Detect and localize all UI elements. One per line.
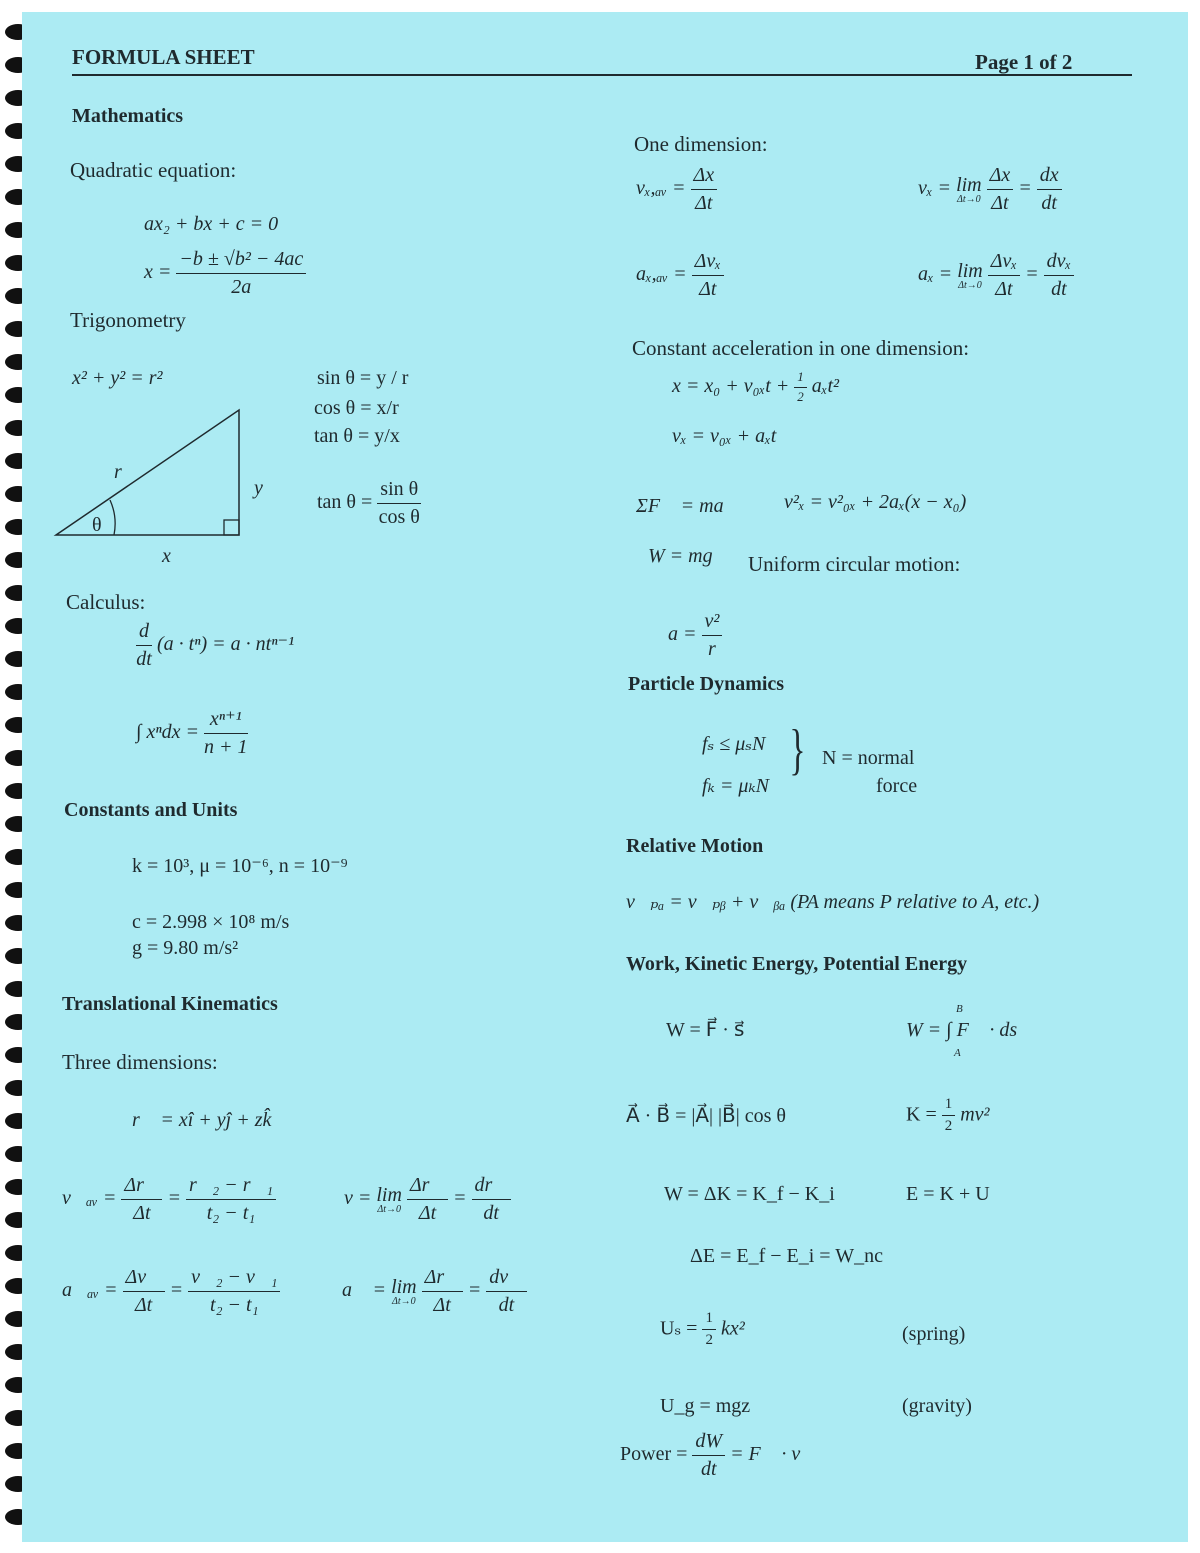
acceleration-num1: Δr⃗	[422, 1266, 463, 1292]
axav-num: Δvₓ	[692, 250, 724, 276]
uniform-circular-motion-label: Uniform circular motion:	[748, 552, 961, 576]
pythagorean-identity: x² + y² = r²	[72, 367, 163, 389]
instantaneous-acceleration-x	[918, 250, 1074, 301]
acceleration-den1: Δt	[433, 1294, 451, 1316]
dot-product-definition: A⃗ · B⃗ = |A⃗| |B⃗| cos θ	[626, 1105, 786, 1127]
integral-num: xⁿ⁺¹	[204, 708, 248, 734]
integral-rule	[136, 708, 248, 759]
energy-heading: Work, Kinetic Energy, Potential Energy	[626, 953, 968, 975]
average-velocity-x	[636, 164, 717, 215]
average-velocity-formula	[62, 1174, 276, 1225]
formula-sheet	[22, 12, 1188, 1542]
limit-operator: lim	[391, 1275, 417, 1298]
vx-num2: dx	[1037, 164, 1062, 190]
normal-force-label-2: force	[876, 775, 918, 797]
vx-lhs: vₓ =	[918, 177, 952, 200]
energy-change: ΔE = E_f − E_i = W_nc	[690, 1245, 883, 1267]
derivative-rule	[136, 620, 294, 671]
tangent-definition: tan θ = y/x	[314, 425, 400, 447]
velocity-den2: dt	[483, 1202, 499, 1224]
vxav-num: Δx	[691, 164, 718, 190]
vxav-den: Δt	[695, 192, 713, 214]
kinetic-energy-formula	[906, 1096, 990, 1136]
ax-num2: dvₓ	[1044, 250, 1075, 276]
relative-motion-heading: Relative Motion	[626, 835, 764, 857]
vxav-lhs: vₓ,ₐᵥ =	[636, 177, 686, 200]
equals-sign: =	[453, 1187, 467, 1210]
equals-sign: =	[1018, 177, 1032, 200]
speed-of-light: c = 2.998 × 10⁸ m/s	[132, 911, 290, 933]
acceleration-den2: dt	[498, 1294, 515, 1316]
limit-operator: lim	[376, 1183, 402, 1206]
work-integral: W = ∫ F⃗ · ds⃗	[906, 1019, 1033, 1041]
position-lhs: x = x₀ + v₀ₓt +	[672, 375, 790, 398]
quadratic-formula	[144, 248, 306, 299]
triangle-angle-label: θ	[92, 514, 102, 536]
calculus-label: Calculus:	[66, 590, 146, 614]
kinetic-energy-num: 1	[942, 1096, 956, 1116]
vx-den1: Δt	[991, 192, 1009, 214]
centripetal-lhs: a =	[668, 623, 697, 646]
equals-sign: =	[1025, 263, 1039, 286]
ax-den1: Δt	[995, 278, 1013, 300]
kinetic-energy-lhs: K =	[906, 1103, 937, 1126]
average-velocity-den1: Δt	[133, 1202, 151, 1224]
constants-heading: Constants and Units	[64, 799, 238, 821]
spring-potential-lhs: Uₛ =	[660, 1317, 698, 1340]
ax-num1: Δvₓ	[988, 250, 1020, 276]
average-acceleration-x	[636, 250, 724, 301]
integral-lower-limit: A	[954, 1047, 961, 1059]
tangent-ratio-num: sin θ	[377, 478, 421, 504]
centripetal-den: r	[708, 638, 716, 660]
derivative-d: d	[136, 620, 152, 646]
newtons-second-law: ΣF⃗ = ma⃗	[636, 495, 740, 517]
metric-prefixes: k = 10³, μ = 10⁻⁶, n = 10⁻⁹	[132, 855, 348, 877]
average-acceleration-num2: v⃗₂ − v⃗₁	[188, 1266, 280, 1292]
quadratic-label: Quadratic equation:	[70, 158, 237, 182]
gravity-constant: g = 9.80 m/s²	[132, 937, 239, 959]
position-rhs: aₓt²	[811, 375, 840, 398]
relative-velocity: v⃗ₚₐ = v⃗ₚᵦ + v⃗ᵦₐ	[626, 891, 786, 913]
velocity-num1: Δr⃗	[407, 1174, 448, 1200]
work-dot-product: W = F⃗ · s⃗	[666, 1019, 745, 1041]
triangle-hypotenuse-label: r	[114, 461, 122, 483]
three-dimensions-label: Three dimensions:	[62, 1050, 218, 1074]
quadratic-numerator: −b ± √b² − 4ac	[176, 248, 306, 274]
limit-subscript: Δt→0	[377, 1203, 401, 1215]
spring-label: (spring)	[902, 1323, 966, 1345]
weight-equation: W = mg	[648, 545, 713, 567]
page-title: FORMULA SHEET	[72, 45, 255, 69]
kinematics-heading: Translational Kinematics	[62, 993, 278, 1015]
power-rhs: = F⃗ · v⃗	[730, 1443, 816, 1466]
limit-subscript: Δt→0	[957, 193, 981, 205]
relative-velocity-equation	[626, 892, 1039, 912]
average-acceleration-formula	[62, 1266, 280, 1317]
limit-operator: lim	[956, 173, 982, 196]
gravitational-potential-energy: U_g = mgz	[660, 1395, 751, 1417]
acceleration-num2: dv⃗	[486, 1266, 526, 1292]
limit-subscript: Δt→0	[958, 279, 982, 291]
right-triangle-diagram	[52, 404, 252, 544]
page-number: Page 1 of 2	[975, 50, 1073, 74]
particle-dynamics-heading: Particle Dynamics	[628, 673, 785, 695]
gravity-label: (gravity)	[902, 1395, 972, 1417]
tangent-ratio	[317, 478, 421, 529]
half-num: 1	[794, 370, 807, 388]
instantaneous-velocity-formula	[344, 1174, 511, 1225]
limit-subscript: Δt→0	[392, 1295, 416, 1307]
acceleration-lhs: a⃗ =	[342, 1279, 387, 1302]
velocity-lhs: v =	[344, 1187, 372, 1210]
spring-potential-den: 2	[705, 1332, 713, 1349]
sine-definition: sin θ = y / r	[317, 367, 409, 389]
kinetic-energy-den: 2	[944, 1118, 953, 1135]
power-num: dW	[692, 1430, 725, 1456]
average-acceleration-num1: Δv⃗	[123, 1266, 165, 1292]
centripetal-acceleration	[668, 610, 722, 661]
velocity-den1: Δt	[418, 1202, 437, 1224]
constant-acceleration-label: Constant acceleration in one dimension:	[632, 336, 970, 360]
axav-lhs: aₓ,ₐᵥ =	[636, 263, 687, 286]
quadratic-equation: ax₂ + bx + c = 0	[144, 213, 279, 235]
ax-den2: dt	[1051, 278, 1067, 300]
vx-den2: dt	[1041, 192, 1057, 214]
average-velocity-num1: Δr⃗	[121, 1174, 162, 1200]
power-lhs: Power =	[620, 1443, 688, 1466]
quadratic-x: x =	[144, 261, 172, 284]
velocity-num2: dr⃗	[472, 1174, 511, 1200]
average-acceleration-den1: Δt	[134, 1294, 153, 1316]
kinetic-friction: fₖ = μₖN	[702, 775, 770, 797]
position-vector: r⃗ = xî + yĵ + zk̂	[132, 1109, 272, 1131]
equals-sign: =	[167, 1187, 181, 1210]
average-velocity-num2: r⃗₂ − r⃗₁	[186, 1174, 276, 1200]
header-rule	[72, 74, 1132, 76]
equals-sign: =	[169, 1279, 184, 1302]
integral-upper-limit: B	[956, 1003, 963, 1015]
friction-brace: }	[789, 719, 806, 781]
average-velocity-den2: t₂ − t₁	[206, 1202, 256, 1224]
spring-potential-energy	[660, 1310, 745, 1350]
derivative-rhs: (a · tⁿ) = a · ntⁿ⁻¹	[157, 633, 295, 656]
integral-lhs: ∫ xⁿdx =	[136, 721, 200, 744]
spring-potential-rhs: kx²	[720, 1317, 745, 1340]
equals-sign: =	[467, 1279, 482, 1302]
cosine-definition: cos θ = x/r	[314, 397, 399, 419]
power-formula	[620, 1430, 816, 1481]
instantaneous-velocity-x	[918, 164, 1062, 215]
relative-velocity-note: (PA means P relative to A, etc.)	[790, 891, 1040, 913]
axav-den: Δt	[699, 278, 717, 300]
power-den: dt	[700, 1458, 717, 1480]
spring-potential-num: 1	[702, 1310, 716, 1330]
quadratic-denominator: 2a	[231, 276, 252, 298]
integral-den: n + 1	[204, 736, 248, 758]
average-acceleration-lhs: a⃗ₐᵥ =	[62, 1279, 118, 1302]
limit-operator: lim	[957, 259, 983, 282]
one-dimension-label: One dimension:	[634, 132, 768, 156]
triangle-opposite-label: y	[254, 477, 263, 499]
centripetal-num: v²	[702, 610, 723, 636]
mathematics-heading: Mathematics	[72, 105, 184, 127]
kinetic-energy-rhs: mv²	[960, 1103, 990, 1126]
normal-force-label: N = normal	[822, 747, 915, 769]
derivative-dt: dt	[136, 648, 152, 670]
instantaneous-acceleration-formula	[342, 1266, 527, 1317]
work-energy-theorem: W = ΔK = K_f − K_i	[664, 1183, 835, 1205]
vx-num1: Δx	[987, 164, 1014, 190]
tangent-ratio-den: cos θ	[378, 506, 420, 528]
trigonometry-label: Trigonometry	[70, 308, 186, 332]
total-energy: E = K + U	[906, 1183, 990, 1205]
velocity-equation: vₓ = v₀ₓ + aₓt	[672, 425, 777, 447]
ax-lhs: aₓ =	[918, 263, 953, 286]
triangle-adjacent-label: x	[162, 545, 171, 567]
static-friction: fₛ ≤ μₛN	[702, 733, 766, 755]
position-equation	[672, 370, 839, 405]
half-den: 2	[797, 388, 804, 404]
velocity-squared-equation: v²ₓ = v²₀ₓ + 2aₓ(x − x₀)	[784, 491, 967, 513]
average-acceleration-den2: t₂ − t₁	[210, 1294, 259, 1316]
tangent-ratio-lhs: tan θ =	[317, 491, 373, 514]
average-velocity-lhs: v⃗ₐᵥ =	[62, 1187, 117, 1210]
